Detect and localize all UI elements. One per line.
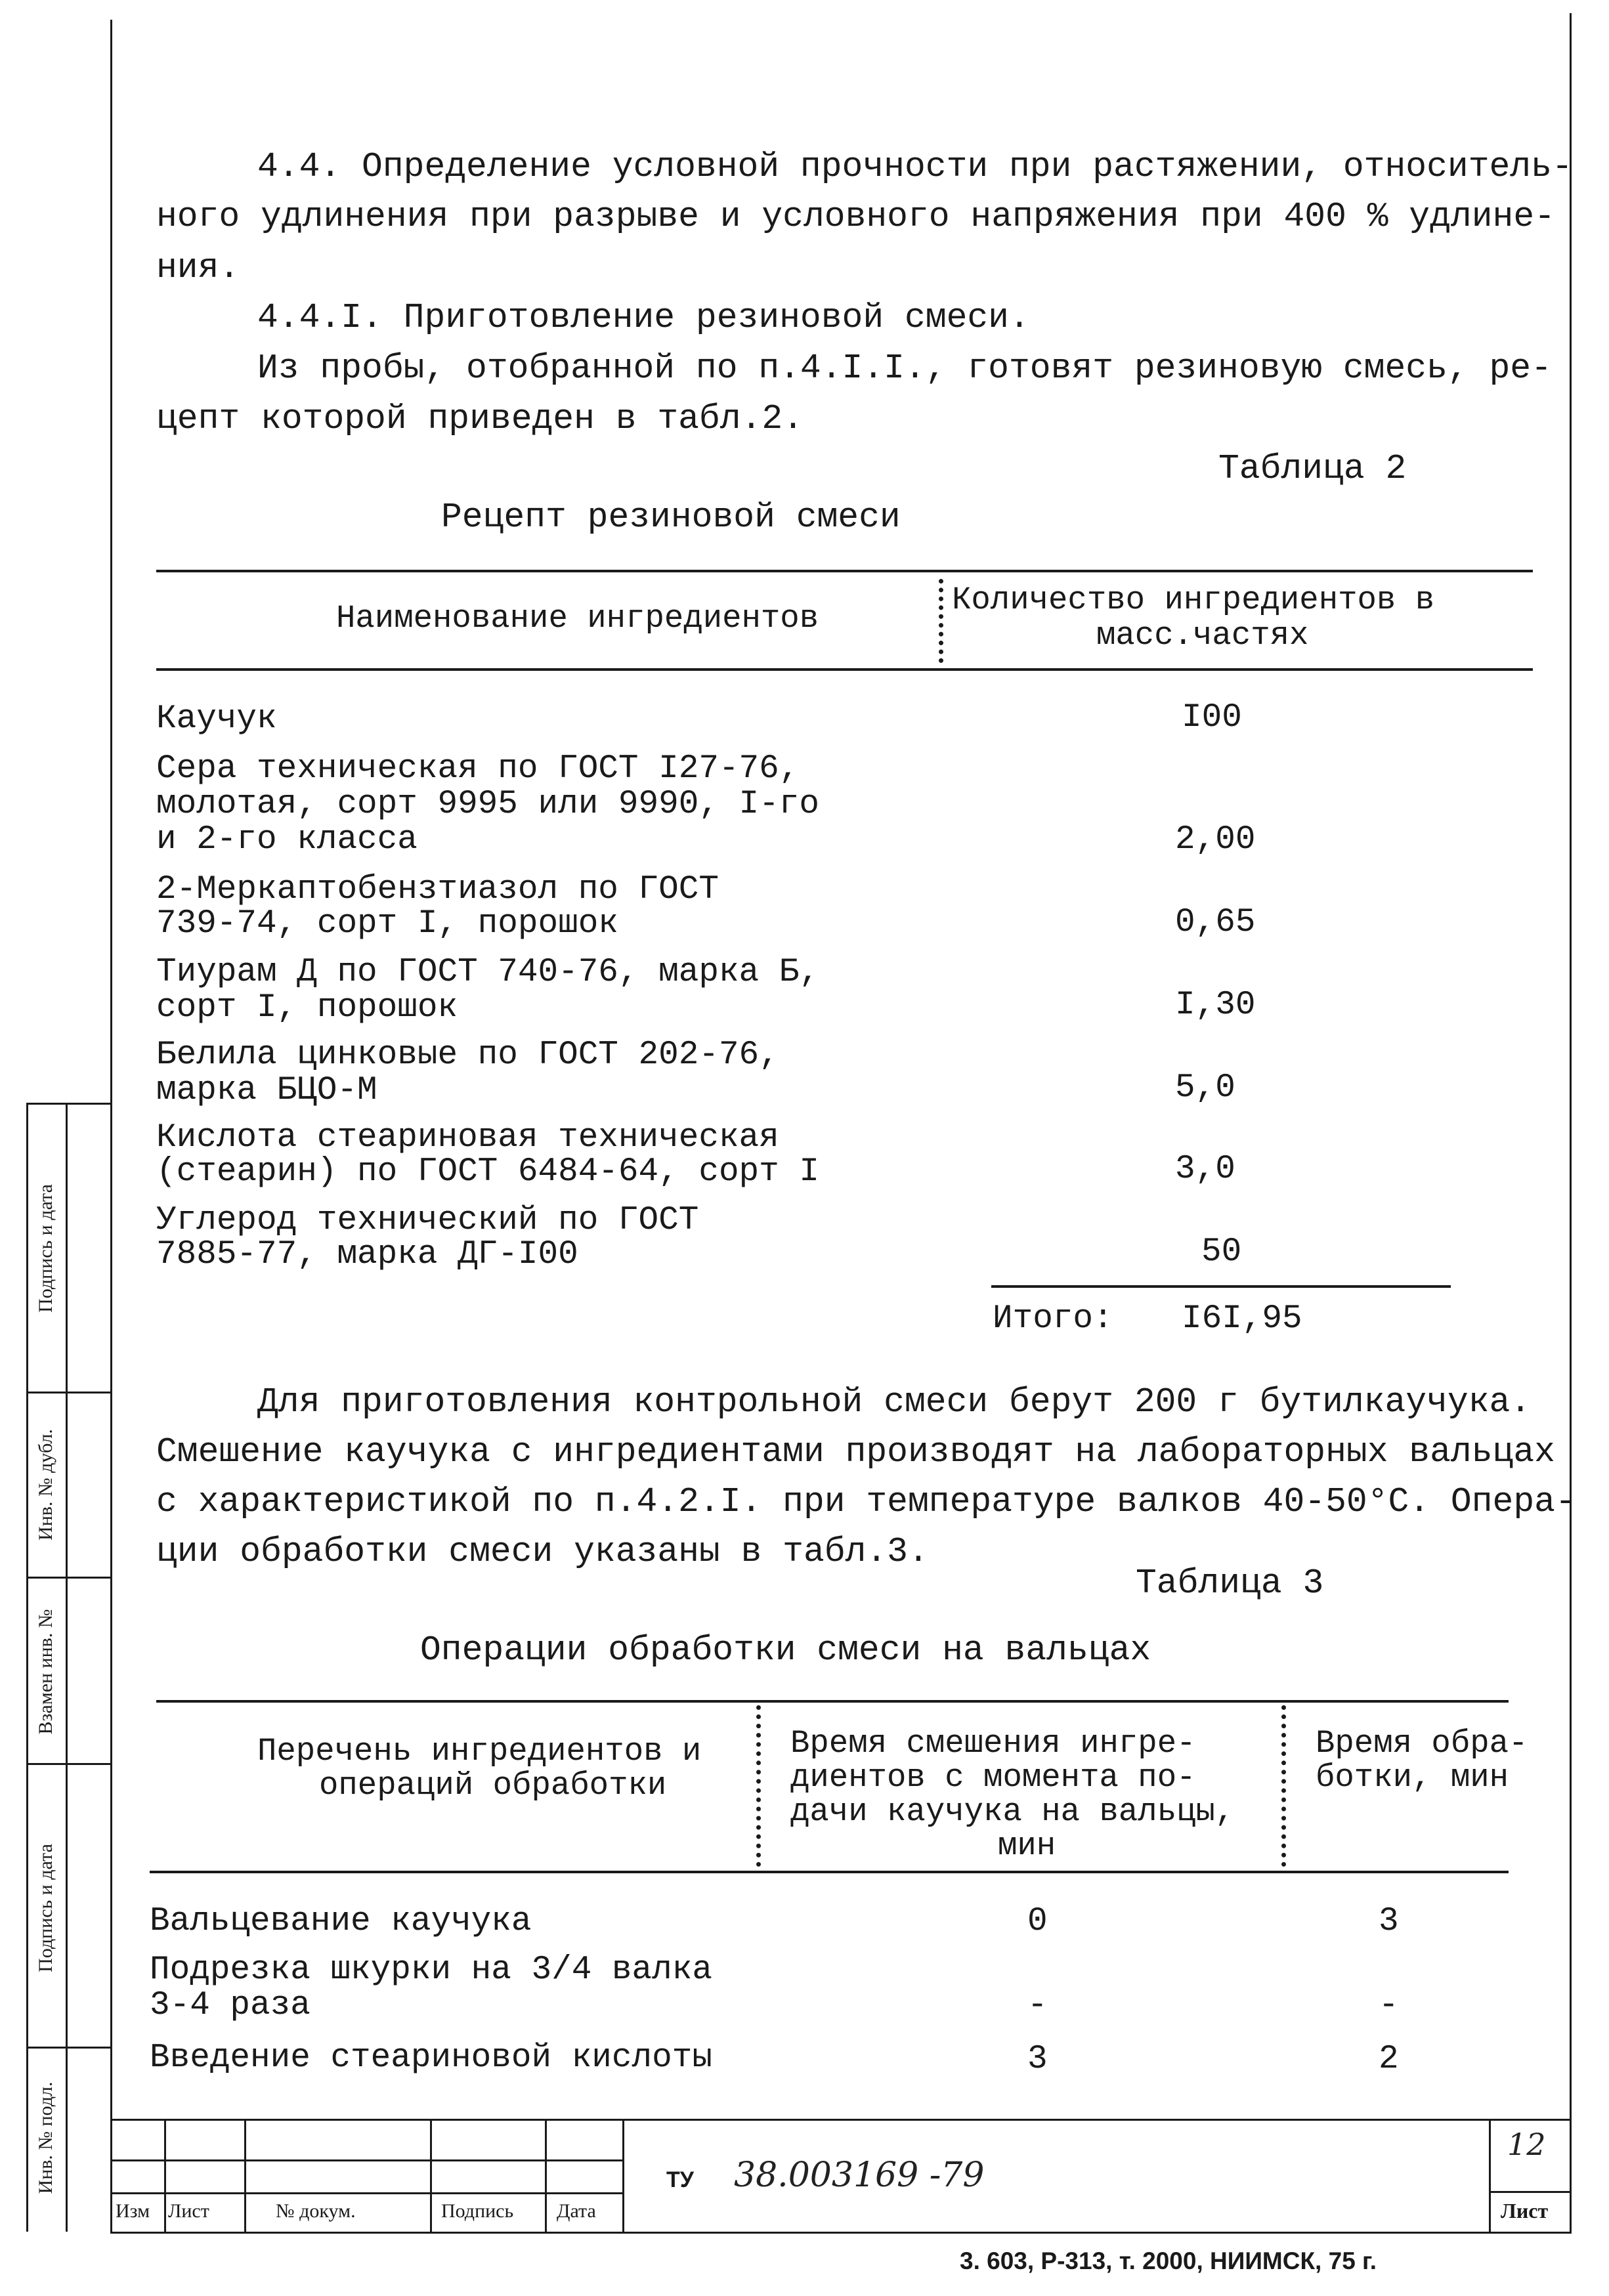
- table2-header-col2-line1: Количество ингредиентов в: [952, 582, 1435, 618]
- table3-row2-name-line1: Подрезка шкурки на 3/4 валка: [150, 1951, 712, 1989]
- table2-header-rule: [156, 668, 1533, 671]
- table3-row1-time-mix: 0: [1027, 1903, 1048, 1940]
- title-block-col-sep-1: [164, 2119, 166, 2232]
- side-stamp-signature-date-top: Подпись и дата: [35, 1184, 56, 1313]
- title-block-dokum: № докум.: [276, 2200, 356, 2222]
- side-stamp-rule-1: [26, 1103, 112, 1105]
- table2-row5-name-line2: марка БЦО-М: [156, 1072, 377, 1109]
- title-block-sheet-rule: [1489, 2191, 1572, 2193]
- table2-row1-name: Каучук: [156, 700, 277, 738]
- side-stamp-inv-dubl: Инв. № дубл.: [35, 1429, 56, 1541]
- title-block-col-sep-5: [622, 2119, 624, 2232]
- table2-total-label: Итого:: [993, 1300, 1113, 1338]
- table2-row6-name-line2: (стеарин) по ГОСТ 6484-64, сорт I: [156, 1153, 819, 1191]
- title-block-list: Лист: [168, 2200, 209, 2222]
- table2-total-value: I6I,95: [1182, 1300, 1302, 1338]
- title-block-col-sep-4: [545, 2119, 547, 2232]
- table2-row5-value: 5,0: [1175, 1069, 1235, 1107]
- table2-header-col2-line2: масс.частях: [1096, 617, 1309, 654]
- table3-header-col1-line1: Перечень ингредиентов и: [257, 1733, 702, 1770]
- table3-header-col1-line2: операций обработки: [319, 1767, 667, 1804]
- paragraph-2-line-4: ции обработки смеси указаны в табл.3.: [156, 1532, 929, 1571]
- section-heading-line-1: 4.4. Определение условной прочности при растяжении, относитель-: [257, 147, 1573, 186]
- title-block-bottom-rule: [110, 2232, 1572, 2234]
- side-stamp-rule-5: [26, 2047, 112, 2049]
- table2-title: Рецепт резиновой смеси: [441, 498, 901, 537]
- table3-header-separator-1: [756, 1705, 761, 1867]
- side-stamp-rule-3: [26, 1577, 112, 1579]
- table2-label: Таблица 2: [1218, 449, 1407, 488]
- title-block-sheet-sep: [1489, 2119, 1491, 2232]
- table3-row1-time-proc: 3: [1379, 1903, 1399, 1940]
- section-heading-line-2: ного удлинения при разрыве и условного напряжения при 400 % удлине-: [156, 197, 1555, 236]
- paragraph-1-line-1: Из пробы, отобранной по п.4.I.I., готовят резиновую смесь, ре-: [257, 349, 1552, 388]
- title-block-sheet-label: Лист: [1501, 2199, 1549, 2222]
- paragraph-1-line-2: цепт которой приведен в табл.2.: [156, 399, 804, 438]
- table2-row4-name-line2: сорт I, порошок: [156, 989, 458, 1027]
- table3-label: Таблица 3: [1136, 1563, 1324, 1603]
- title-block-doc-prefix: ТУ: [666, 2167, 694, 2192]
- table3-header-col3-line2: ботки, мин: [1316, 1759, 1509, 1796]
- table3-row1-name: Вальцевание каучука: [150, 1903, 532, 1940]
- table3-top-rule: [156, 1700, 1509, 1703]
- title-block-col-sep-2: [244, 2119, 246, 2232]
- table2-row2-name-line3: и 2-го класса: [156, 821, 418, 859]
- table3-header-rule: [150, 1871, 1509, 1873]
- title-block-data: Дата: [557, 2200, 596, 2222]
- table3-row3-time-mix: 3: [1027, 2041, 1048, 2078]
- table2-row3-name-line2: 739-74, сорт I, порошок: [156, 905, 618, 943]
- paragraph-2-line-1: Для приготовления контрольной смеси берут 200 г бутилкаучука.: [257, 1382, 1532, 1422]
- table2-row1-value: I00: [1182, 699, 1242, 736]
- table2-header-separator: [939, 579, 943, 663]
- table3-header-separator-2: [1281, 1705, 1286, 1867]
- table3-row2-time-mix: -: [1027, 1987, 1048, 2024]
- paragraph-2-line-2: Смешение каучука с ингредиентами производят на лабораторных вальцах: [156, 1432, 1555, 1472]
- table2-row7-name-line2: 7885-77, марка ДГ-I00: [156, 1236, 578, 1273]
- side-stamp-rule-4: [26, 1763, 112, 1765]
- table2-header-col1: Наименование ингредиентов: [336, 600, 819, 637]
- table3-row2-time-proc: -: [1379, 1987, 1399, 2024]
- side-stamp-left-border: [26, 1103, 28, 2232]
- section-heading-line-3: ния.: [156, 248, 240, 287]
- title-block-podpis: Подпись: [441, 2200, 514, 2222]
- table3-header-col2-line1: Время смешения ингре-: [790, 1725, 1196, 1762]
- table3-header-col2-line2: диентов с момента по-: [790, 1759, 1196, 1796]
- table2-row7-name-line1: Углерод технический по ГОСТ: [156, 1202, 699, 1239]
- table2-row3-value: 0,65: [1175, 904, 1256, 941]
- footer-print-info: 3. 603, Р-313, т. 2000, НИИМСК, 75 г.: [960, 2247, 1377, 2274]
- table2-top-rule: [156, 570, 1533, 572]
- table2-row2-value: 2,00: [1175, 821, 1256, 859]
- title-block-sheet-number: 12: [1507, 2127, 1546, 2162]
- side-stamp-mid-border: [66, 1103, 68, 2232]
- table3-title: Операции обработки смеси на вальцах: [420, 1630, 1151, 1670]
- table3-row2-name-line2: 3-4 раза: [150, 1987, 311, 2024]
- left-margin-line: [110, 20, 112, 2232]
- right-margin-line: [1570, 13, 1572, 2232]
- subsection-heading: 4.4.I. Приготовление резиновой смеси.: [257, 298, 1030, 337]
- table2-row5-name-line1: Белила цинковые по ГОСТ 202-76,: [156, 1036, 779, 1074]
- table2-row3-name-line1: 2-Меркаптобензтиазол по ГОСТ: [156, 871, 719, 908]
- side-stamp-signature-date-bottom: Подпись и дата: [35, 1844, 56, 1972]
- table3-row3-time-proc: 2: [1379, 2041, 1399, 2078]
- table2-row4-value: I,30: [1175, 987, 1256, 1024]
- side-stamp-vzamen-inv: Взамен инв. №: [35, 1609, 56, 1735]
- table3-row3-name: Введение стеариновой кислоты: [150, 2039, 712, 2077]
- table2-row6-name-line1: Кислота стеариновая техническая: [156, 1119, 779, 1157]
- side-stamp-rule-2: [26, 1392, 112, 1393]
- title-block-izm: Изм: [116, 2200, 150, 2222]
- title-block-doc-number: 38.003169 -79: [734, 2156, 985, 2195]
- title-block-col-sep-3: [430, 2119, 432, 2232]
- table2-row2-name-line1: Сера техническая по ГОСТ I27-76,: [156, 750, 800, 788]
- table3-header-col3-line1: Время обра-: [1316, 1725, 1528, 1762]
- table3-header-col2-line3: дачи каучука на вальцы,: [790, 1793, 1235, 1830]
- table3-header-col2-line4: мин: [998, 1827, 1056, 1864]
- paragraph-2-line-3: с характеристикой по п.4.2.I. при температуре валков 40-50°С. Опера-: [156, 1482, 1576, 1521]
- table2-row6-value: 3,0: [1175, 1151, 1235, 1188]
- side-stamp-inv-podl: Инв. № подл.: [35, 2081, 56, 2194]
- table2-total-rule: [991, 1285, 1451, 1288]
- title-block-top-rule: [110, 2119, 1572, 2121]
- table2-row2-name-line2: молотая, сорт 9995 или 9990, I-го: [156, 786, 819, 823]
- table2-row4-name-line1: Тиурам Д по ГОСТ 740-76, марка Б,: [156, 954, 819, 991]
- table2-row7-value: 50: [1201, 1233, 1242, 1271]
